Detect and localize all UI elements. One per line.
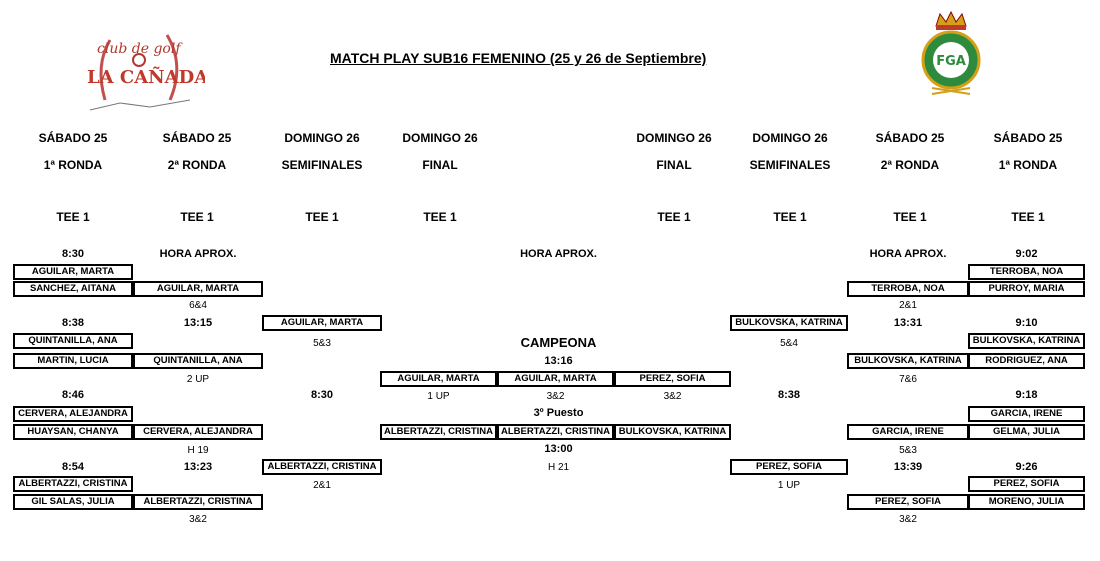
column-header-tee: TEE 1 [56,210,90,224]
column-header-round: 2ª RONDA [880,158,940,172]
player-slot: MORENO, JULIA [968,494,1085,510]
final-player-slot: AGUILAR, MARTA [380,371,497,387]
match-result: 3&2 [189,514,207,525]
round2-time: HORA APROX. [869,248,947,260]
player-slot: CERVERA, ALEJANDRA [13,406,133,422]
round2-time: 13:31 [893,317,923,329]
round2-player-slot: GARCIA, IRENE [847,424,969,440]
player-slot: PURROY, MARIA [968,281,1085,297]
player-slot: GIL SALAS, JULIA [13,494,133,510]
column-header-day: SÁBADO 25 [162,131,232,145]
final-player-slot: PEREZ, SOFIA [614,371,731,387]
match-result: 3&2 [899,514,917,525]
match-time: 8:30 [61,248,85,260]
semifinal-result: 5&3 [313,338,331,349]
column-header-round: FINAL [656,158,692,172]
match-time: 9:10 [1015,317,1038,329]
final-result: 3&2 [546,391,565,402]
round2-player-slot: QUINTANILLA, ANA [133,353,263,369]
match-time: 9:26 [1015,461,1038,473]
player-slot: HUAYSAN, CHANYA [13,424,133,440]
third-place-time: 13:00 [544,443,573,455]
round2-time: HORA APROX. [159,248,237,260]
match-time: 8:46 [61,389,85,401]
column-header-tee: TEE 1 [180,210,214,224]
column-header-round: FINAL [422,158,458,172]
campeona-label: CAMPEONA [520,335,597,350]
player-slot: TERROBA, NOA [968,264,1085,280]
column-header-round: SEMIFINALES [281,158,363,172]
column-header-day: DOMINGO 26 [752,131,828,145]
round2-player-slot: ALBERTAZZI, CRISTINA [133,494,263,510]
final-time: 13:16 [544,355,573,367]
match-result: 2 UP [186,374,210,385]
semifinal-player-slot: BULKOVSKA, KATRINA [730,315,848,331]
column-header-day: SÁBADO 25 [38,131,108,145]
page-title: MATCH PLAY SUB16 FEMENINO (25 y 26 de Septiembre) [330,50,707,66]
column-header-round: SEMIFINALES [749,158,831,172]
column-header-day: DOMINGO 26 [636,131,712,145]
semifinal-player-slot: ALBERTAZZI, CRISTINA [262,459,382,475]
column-header-tee: TEE 1 [657,210,691,224]
player-slot: PEREZ, SOFIA [968,476,1085,492]
column-header-round: 2ª RONDA [167,158,227,172]
match-result: H 19 [187,445,209,456]
round2-player-slot: AGUILAR, MARTA [133,281,263,297]
match-result: 6&4 [189,300,207,311]
semifinal-result: 1 UP [777,480,801,491]
player-slot: GELMA, JULIA [968,424,1085,440]
column-header-day: SÁBADO 25 [875,131,945,145]
club-logo [75,15,205,115]
match-time: 8:54 [61,461,85,473]
column-header-tee: TEE 1 [305,210,339,224]
match-result: 5&3 [899,445,917,456]
match-time: 9:18 [1015,389,1038,401]
match-time: 8:38 [61,317,85,329]
fga-logo [918,8,984,98]
player-slot: GARCIA, IRENE [968,406,1085,422]
round2-player-slot: PEREZ, SOFIA [847,494,969,510]
hora-aprox-label: HORA APROX. [520,248,597,260]
semifinal-player-slot: AGUILAR, MARTA [262,315,382,331]
semifinal-result: 5&4 [780,338,798,349]
svg-text:FGA: FGA [936,54,966,69]
column-header-tee: TEE 1 [1011,210,1045,224]
semifinal-time: 8:30 [310,389,334,401]
column-header-tee: TEE 1 [773,210,807,224]
column-header-day: DOMINGO 26 [284,131,360,145]
third-place-label: 3º Puesto [533,407,584,419]
column-header-day: DOMINGO 26 [402,131,478,145]
column-header-day: SÁBADO 25 [993,131,1063,145]
final-result: 1 UP [427,391,450,402]
round2-player-slot: BULKOVSKA, KATRINA [847,353,969,369]
round2-player-slot: CERVERA, ALEJANDRA [133,424,263,440]
column-header-tee: TEE 1 [893,210,927,224]
third-place-result: H 21 [547,462,570,473]
final-result: 3&2 [663,391,682,402]
player-slot: BULKOVSKA, KATRINA [968,333,1085,349]
round2-player-slot: TERROBA, NOA [847,281,969,297]
player-slot: QUINTANILLA, ANA [13,333,133,349]
player-slot: RODRIGUEZ, ANA [968,353,1085,369]
semifinal-player-slot: PEREZ, SOFIA [730,459,848,475]
column-header-round: 1ª RONDA [998,158,1058,172]
svg-text:club de golf: club de golf [97,41,181,57]
round2-time: 13:15 [183,317,213,329]
player-slot: AGUILAR, MARTA [13,264,133,280]
match-time: 9:02 [1015,248,1038,260]
match-result: 7&6 [899,374,917,385]
player-slot: MARTIN, LUCIA [13,353,133,369]
player-slot: ALBERTAZZI, CRISTINA [13,476,133,492]
third-place-player-slot: ALBERTAZZI, CRISTINA [380,424,497,440]
round2-time: 13:23 [183,461,213,473]
semifinal-time: 8:38 [777,389,801,401]
svg-text:LA CAÑADA: LA CAÑADA [87,67,205,88]
champion-slot: AGUILAR, MARTA [497,371,614,387]
semifinal-result: 2&1 [313,480,331,491]
match-result: 2&1 [899,300,917,311]
third-place-winner-slot: ALBERTAZZI, CRISTINA [497,424,614,440]
round2-time: 13:39 [893,461,923,473]
column-header-round: 1ª RONDA [43,158,103,172]
third-place-player-slot: BULKOVSKA, KATRINA [614,424,731,440]
player-slot: SANCHEZ, AITANA [13,281,133,297]
column-header-tee: TEE 1 [423,210,457,224]
